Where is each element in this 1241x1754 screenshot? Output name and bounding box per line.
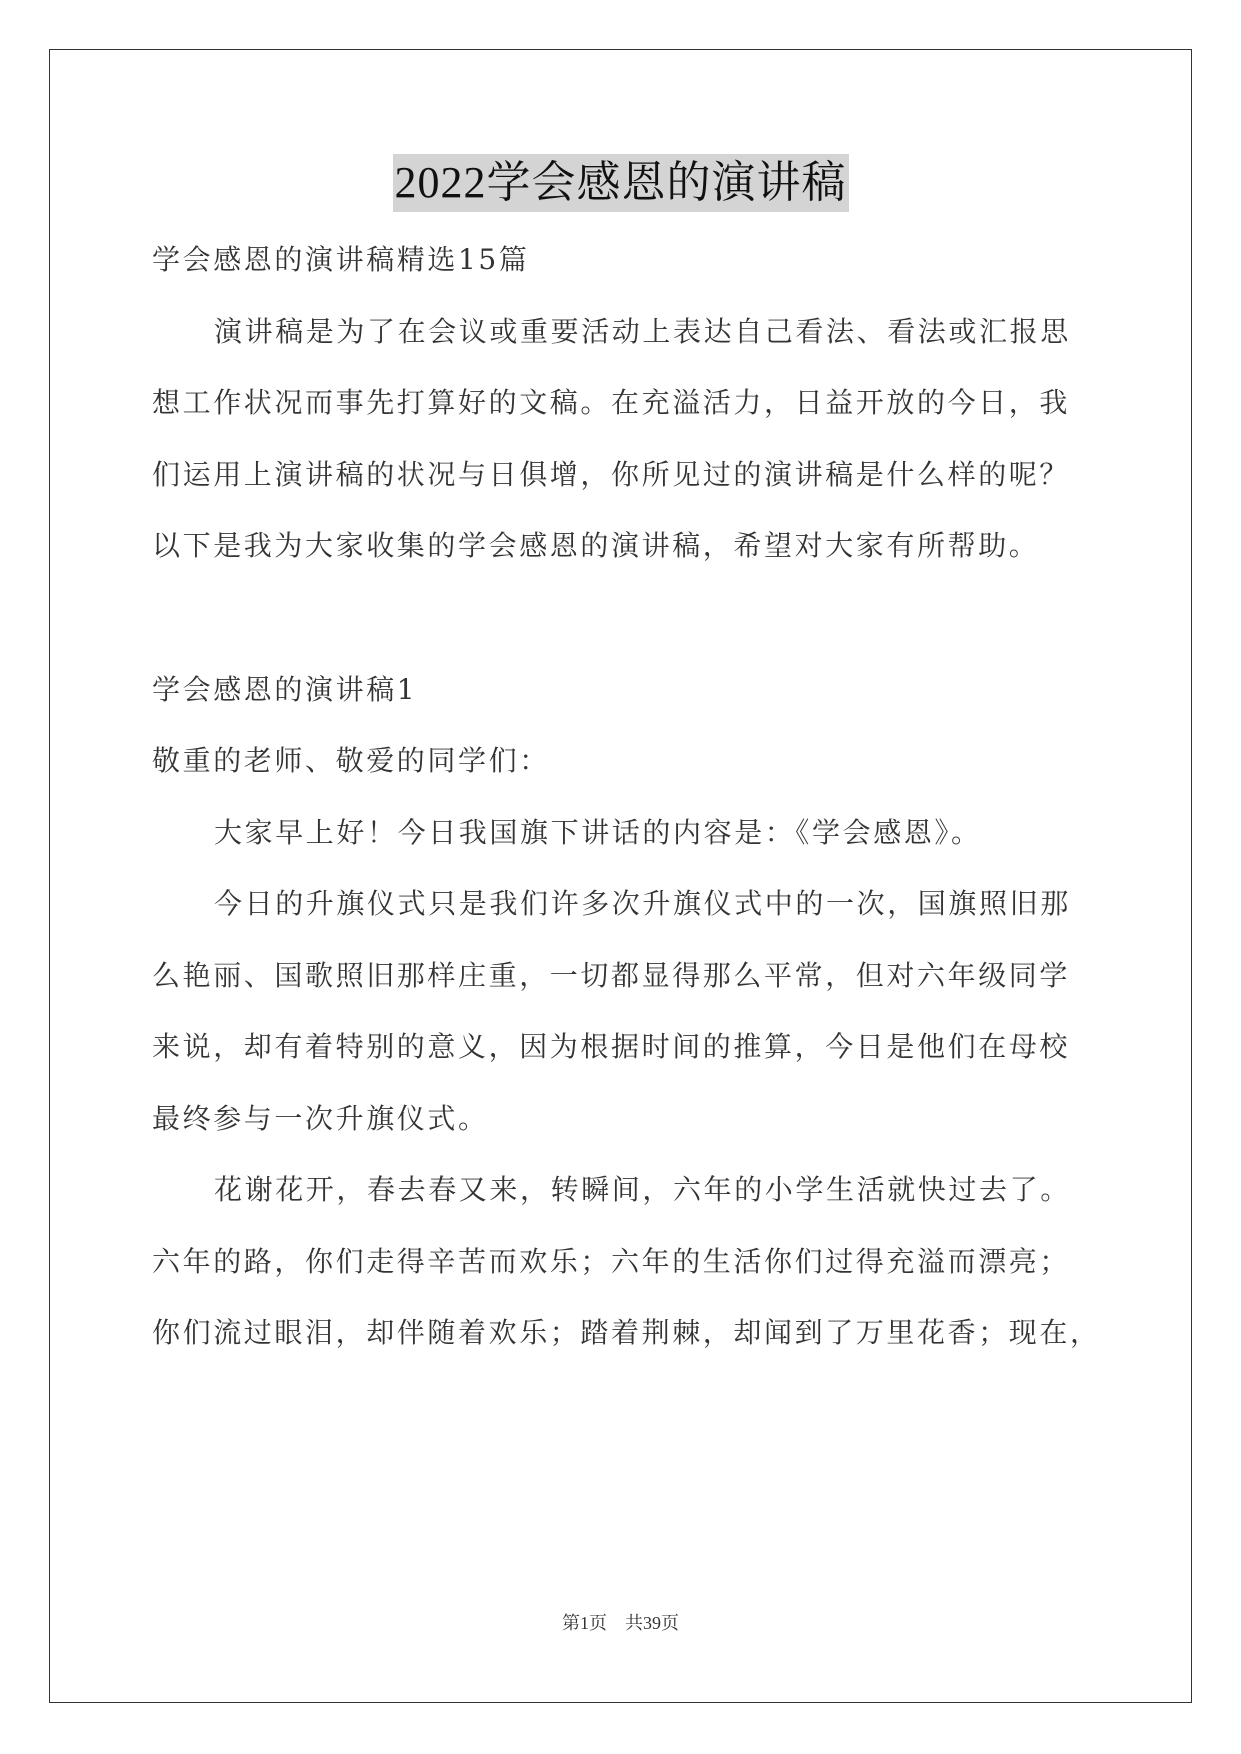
intro-line: 们运用上演讲稿的状况与日俱增，你所见过的演讲稿是什么样的呢？ [152,458,1071,491]
body-line: 最终参与一次升旗仪式。 [152,1102,489,1135]
body-line: 大家早上好！今日我国旗下讲话的内容是：《学会感恩》。 [214,816,982,849]
document-subtitle: 学会感恩的演讲稿精选15篇 [152,243,530,276]
title-block [0,154,1241,212]
page-border [49,49,1192,1703]
intro-line: 以下是我为大家收集的学会感恩的演讲稿，希望对大家有所帮助。 [152,529,1040,562]
body-line: 今日的升旗仪式只是我们许多次升旗仪式中的一次，国旗照旧那 [214,887,1071,920]
body-line: 花谢花开，春去春又来，转瞬间，六年的小学生活就快过去了。 [214,1173,1071,1206]
body-line: 你们流过眼泪，却伴随着欢乐；踏着荆棘，却闻到了万里花香；现在， [152,1316,1101,1349]
intro-line: 想工作状况而事先打算好的文稿。在充溢活力，日益开放的今日，我 [152,386,1071,419]
salutation: 敬重的老师、敬爱的同学们： [152,744,550,777]
body-line: 么艳丽、国歌照旧那样庄重，一切都显得那么平常，但对六年级同学 [152,959,1071,992]
page-number-footer: 第1页 共39页 [562,1613,679,1633]
body-line: 六年的路，你们走得辛苦而欢乐；六年的生活你们过得充溢而漂亮； [152,1245,1071,1278]
body-line: 来说，却有着特别的意义，因为根据时间的推算，今日是他们在母校 [152,1030,1071,1063]
section-heading: 学会感恩的演讲稿1 [152,673,418,706]
intro-line: 演讲稿是为了在会议或重要活动上表达自己看法、看法或汇报思 [214,315,1071,348]
document-title: 2022学会感恩的演讲稿 [393,154,849,212]
